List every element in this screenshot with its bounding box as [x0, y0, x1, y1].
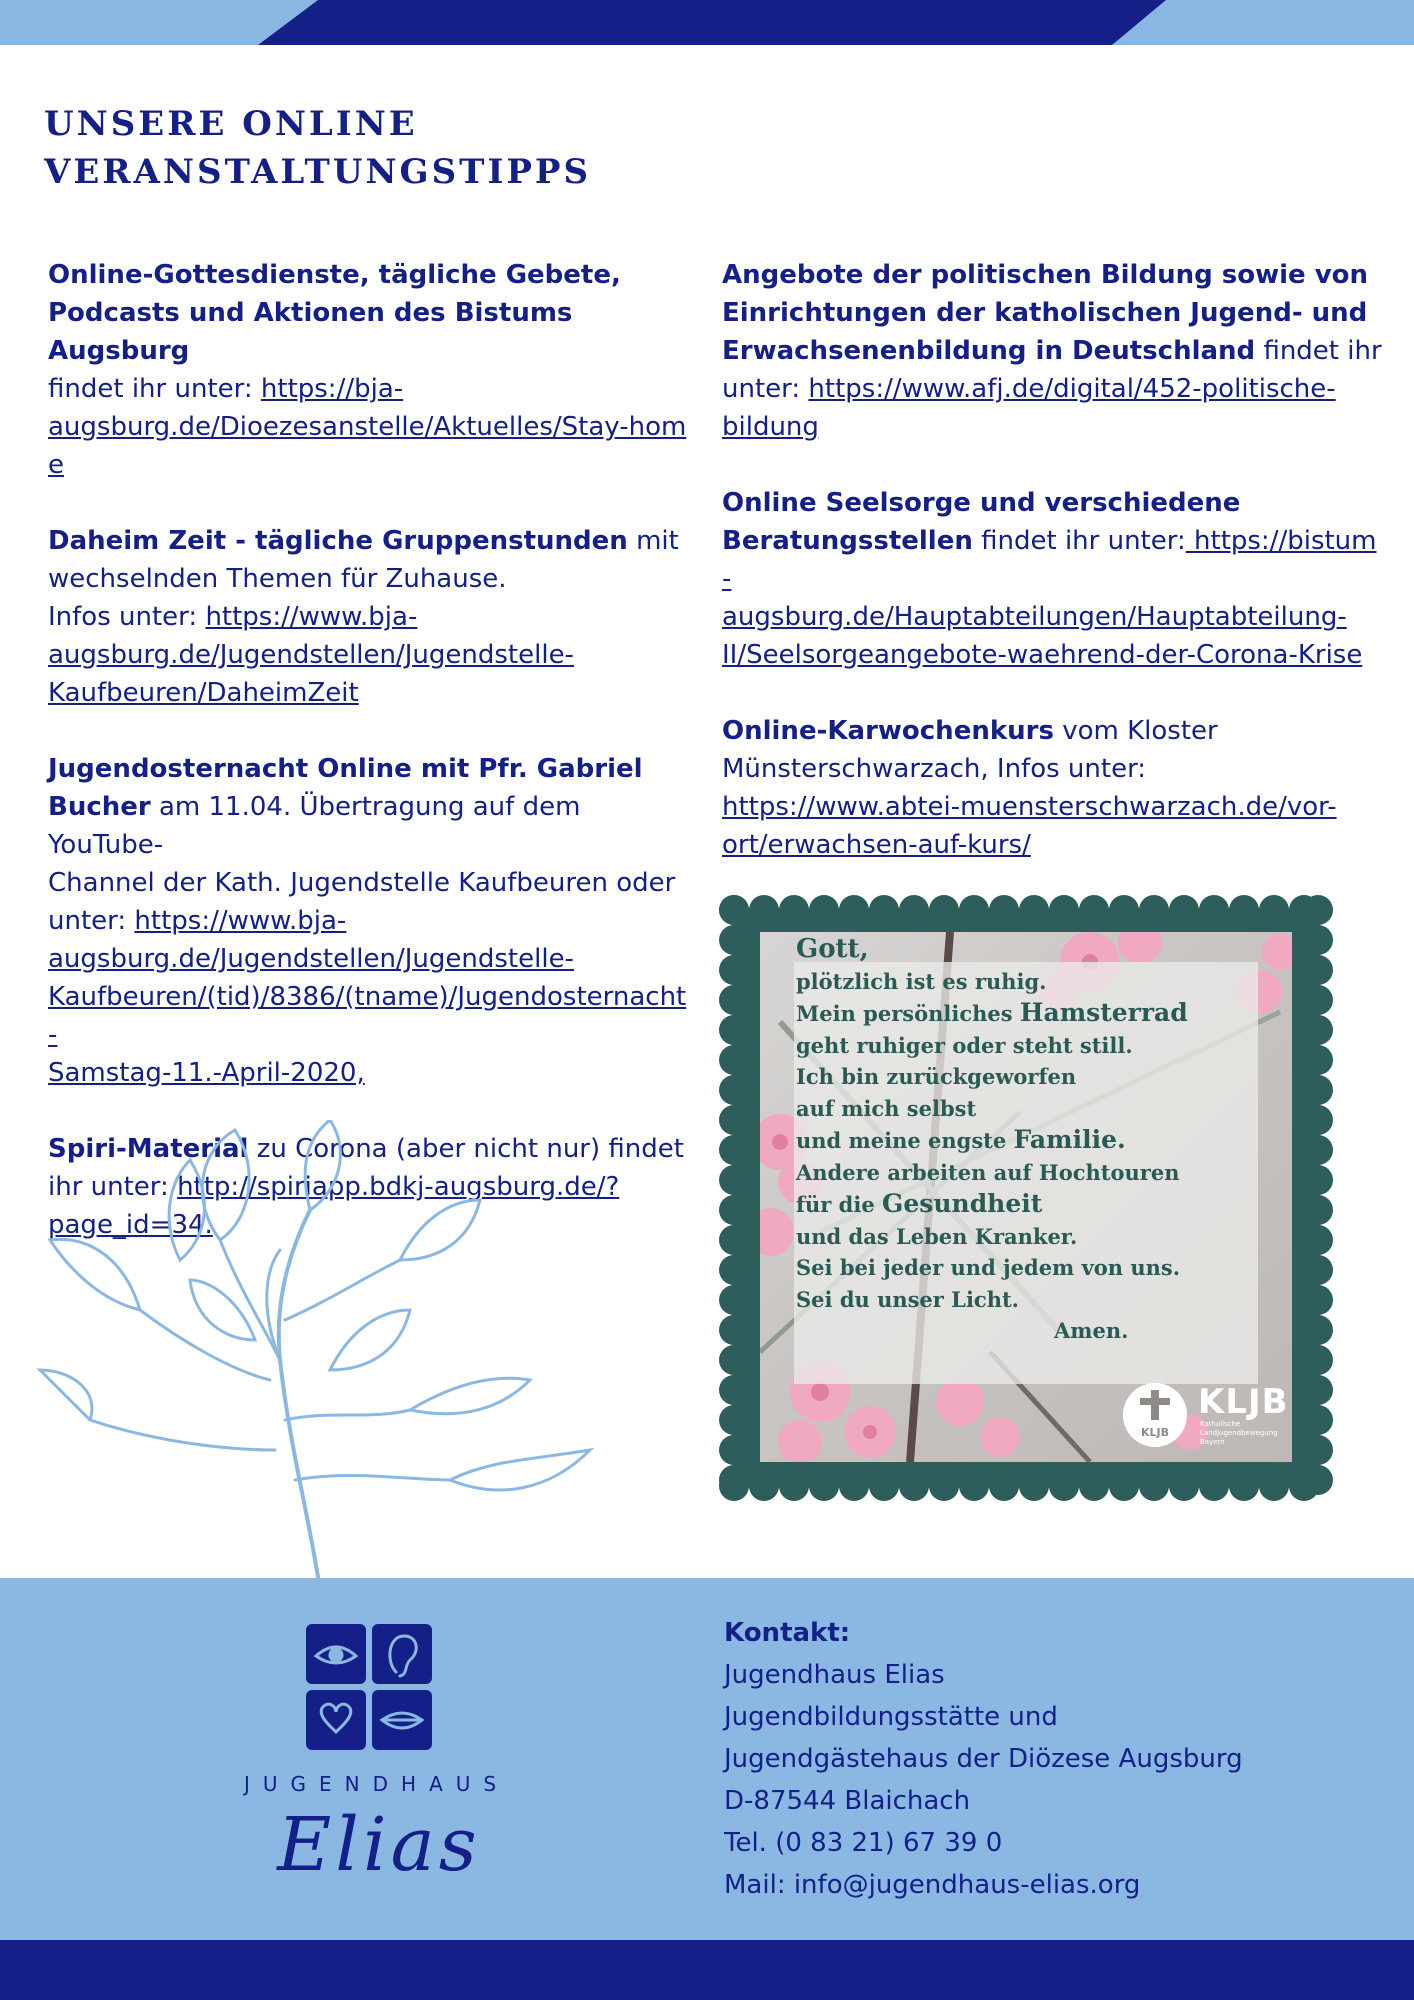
prayer-line: und meine engste: [796, 1128, 1007, 1153]
frame-scallop: [719, 955, 749, 985]
entry-link[interactable]: augsburg.de/Jugendstellen/Jugendstelle-: [48, 944, 574, 974]
frame-scallop: [989, 895, 1019, 925]
right-column: [722, 256, 1382, 902]
frame-scallop: [779, 1471, 809, 1501]
frame-scallop: [899, 895, 929, 925]
frame-scallop: [719, 1375, 749, 1405]
entry-karwochenkurs: [722, 712, 1382, 864]
frame-scallop: [839, 1471, 869, 1501]
entry-politische-bildung: [722, 256, 1382, 446]
frame-scallop: [1303, 925, 1333, 955]
contact-email: Mail: info@jugendhaus-elias.org: [724, 1870, 1141, 1900]
entry-link[interactable]: http://spiriapp.bdkj-augsburg.de/?: [177, 1172, 620, 1202]
frame-scallop: [719, 1165, 749, 1195]
entry-link[interactable]: https://www.abtei-muensterschwarzach.de/vor-: [722, 792, 1337, 822]
contact-line: D-87544 Blaichach: [724, 1786, 971, 1816]
entry-jugendosternacht: [48, 750, 688, 1092]
prayer-highlight: Familie.: [1013, 1125, 1126, 1154]
entry-text: unter:: [722, 374, 801, 404]
frame-scallop: [1303, 1045, 1333, 1075]
entry-link[interactable]: Kaufbeuren/(tid)/8386/(tname)/Jugendosternacht-: [48, 982, 687, 1050]
jugendhaus-elias-logo: [244, 1622, 514, 1912]
entry-heading: Online Seelsorge und verschiedene: [722, 488, 1241, 518]
frame-scallop: [719, 1315, 749, 1345]
frame-scallop: [1303, 1405, 1333, 1435]
frame-scallop: [1079, 1471, 1109, 1501]
entry-text: Münsterschwarzach, Infos unter:: [722, 754, 1147, 784]
prayer-text: [796, 934, 1236, 1347]
kljb-logo: [1120, 1380, 1289, 1450]
entry-heading: Podcasts und Aktionen des Bistums Augsburg: [48, 298, 573, 366]
entry-link[interactable]: augsburg.de/Dioezesanstelle/Aktuelles/Stay-home: [48, 412, 687, 480]
frame-scallop: [1019, 1471, 1049, 1501]
prayer-line: Andere arbeiten auf Hochtouren: [796, 1159, 1180, 1185]
contact-heading: Kontakt:: [724, 1618, 851, 1648]
entry-link[interactable]: https://www.bja-: [205, 602, 418, 632]
frame-scallop: [869, 1471, 899, 1501]
frame-scallop: [719, 985, 749, 1015]
frame-scallop: [959, 895, 989, 925]
frame-scallop: [719, 925, 749, 955]
entry-heading: Beratungsstellen: [722, 526, 973, 556]
entry-link[interactable]: https://bja-: [260, 374, 404, 404]
frame-scallop: [1169, 895, 1199, 925]
frame-scallop: [1199, 895, 1229, 925]
entry-heading: Angebote der politischen Bildung sowie von: [722, 260, 1369, 290]
prayer-line: Ich bin zurückgeworfen: [796, 1064, 1077, 1089]
frame-scallop: [719, 1255, 749, 1285]
frame-scallop: [1303, 1225, 1333, 1255]
entry-text: Channel der Kath. Jugendstelle Kaufbeuren oder: [48, 868, 676, 898]
page-title: [44, 100, 744, 196]
contact-line: Jugendgästehaus der Diözese Augsburg: [724, 1744, 1243, 1774]
contact-phone: Tel. (0 83 21) 67 39 0: [724, 1828, 1003, 1858]
frame-scallop: [1303, 1315, 1333, 1345]
frame-scallop: [1303, 1015, 1333, 1045]
frame-scallop: [839, 895, 869, 925]
frame-scallop: [1049, 1471, 1079, 1501]
frame-scallop: [1109, 1471, 1139, 1501]
frame-scallop: [1303, 1075, 1333, 1105]
frame-scallop: [1303, 955, 1333, 985]
frame-scallop: [1303, 1105, 1333, 1135]
entry-online-seelsorge: [722, 484, 1382, 674]
frame-scallop: [719, 1225, 749, 1255]
frame-scallop: [809, 895, 839, 925]
prayer-card: [718, 894, 1334, 1502]
entry-link[interactable]: page_id=34.: [48, 1210, 213, 1240]
frame-scallop: [929, 1471, 959, 1501]
entry-link[interactable]: augsburg.de/Jugendstellen/Jugendstelle-: [48, 640, 574, 670]
entry-link[interactable]: https://www.bja-: [134, 906, 347, 936]
frame-scallop: [1303, 1465, 1333, 1495]
frame-scallop: [1259, 1471, 1289, 1501]
frame-scallop: [719, 1135, 749, 1165]
frame-scallop: [749, 895, 779, 925]
entry-text: Infos unter:: [48, 602, 198, 632]
kljb-subtitle: Katholische Landjugendbewegung Bayern: [1200, 1420, 1278, 1446]
frame-scallop: [719, 1405, 749, 1435]
frame-scallop: [1303, 1165, 1333, 1195]
frame-scallop: [1229, 895, 1259, 925]
frame-scallop: [1019, 895, 1049, 925]
frame-scallop: [1049, 895, 1079, 925]
contact-line: Jugendhaus Elias: [724, 1660, 945, 1690]
frame-scallop: [719, 1015, 749, 1045]
entry-link[interactable]: Kaufbeuren/DaheimZeit: [48, 678, 359, 708]
frame-scallop: [929, 895, 959, 925]
entry-text: findet ihr: [1263, 336, 1382, 366]
frame-scallop: [1303, 1195, 1333, 1225]
entry-heading: Online-Karwochenkurs: [722, 716, 1054, 746]
entry-heading: Online-Gottesdienste, tägliche Gebete,: [48, 260, 621, 290]
entry-text: findet ihr unter:: [48, 374, 253, 404]
frame-scallop: [719, 1105, 749, 1135]
contact-block: [724, 1612, 1344, 1906]
entry-text: findet ihr unter:: [981, 526, 1186, 556]
frame-scallop: [719, 1465, 749, 1495]
frame-scallop: [1169, 1471, 1199, 1501]
frame-scallop: [1079, 895, 1109, 925]
prayer-line: plötzlich ist es ruhig.: [796, 968, 1047, 994]
prayer-line: und das Leben Kranker.: [796, 1223, 1078, 1249]
entry-link[interactable]: https://www.afj.de/digital/452-politische-: [808, 374, 1336, 404]
entry-heading: Erwachsenenbildung in Deutschland: [722, 336, 1256, 366]
frame-scallop: [1303, 1135, 1333, 1165]
kljb-badge-text: KLJB: [1140, 1426, 1170, 1439]
frame-scallop: [719, 1195, 749, 1225]
kljb-emblem: [1120, 1380, 1190, 1450]
entry-link[interactable]: Samstag-11.-April-2020,: [48, 1058, 365, 1088]
entry-heading: Spiri-Material: [48, 1134, 249, 1164]
entry-online-gottesdienste: [48, 256, 688, 484]
frame-scallop: [719, 1435, 749, 1465]
entry-text: wechselnden Themen für Zuhause.: [48, 564, 507, 594]
entry-link[interactable]: https://bistum-: [722, 526, 1377, 594]
prayer-line: für die: [796, 1192, 875, 1217]
bottom-decorative-band: [0, 1940, 1414, 2000]
leaf-branch-illustration: [30, 1120, 610, 1590]
frame-scallop: [719, 1045, 749, 1075]
frame-scallop: [959, 1471, 989, 1501]
frame-scallop: [1303, 1345, 1333, 1375]
prayer-line: Sei du unser Licht.: [796, 1286, 1019, 1312]
page-title-line-1: UNSERE ONLINE: [44, 104, 418, 144]
frame-scallop: [809, 1471, 839, 1501]
prayer-line: Gott,: [796, 934, 869, 964]
entry-link[interactable]: augsburg.de/Hauptabteilungen/Hauptabteilung-: [722, 602, 1347, 632]
frame-scallop: [719, 1075, 749, 1105]
prayer-amen: Amen.: [1054, 1318, 1129, 1343]
entry-text: mit: [636, 526, 679, 556]
frame-scallop: [899, 1471, 929, 1501]
entry-text: ihr unter:: [48, 1172, 169, 1202]
entry-text: vom Kloster: [1062, 716, 1218, 746]
entry-heading: Einrichtungen der katholischen Jugend- und: [722, 298, 1368, 328]
contact-line: Jugendbildungsstätte und: [724, 1702, 1058, 1732]
frame-scallop: [1303, 1375, 1333, 1405]
frame-scallop: [1199, 1471, 1229, 1501]
entry-link[interactable]: II/Seelsorgeangebote-waehrend-der-Corona-Krise: [722, 640, 1363, 670]
entry-link[interactable]: ort/erwachsen-auf-kurs/: [722, 830, 1031, 860]
frame-scallop: [1139, 895, 1169, 925]
entry-text: unter:: [48, 906, 127, 936]
frame-scallop: [1303, 985, 1333, 1015]
page-title-line-2: VERANSTALTUNGSTIPPS: [44, 152, 592, 192]
logo-senses-icon: [304, 1622, 434, 1752]
kljb-wordmark: KLJB: [1198, 1382, 1289, 1422]
frame-scallop: [719, 1285, 749, 1315]
entry-text: zu Corona (aber nicht nur) findet: [256, 1134, 684, 1164]
prayer-line: geht ruhiger oder steht still.: [796, 1032, 1133, 1058]
frame-scallop: [749, 1471, 779, 1501]
entry-daheim-zeit: [48, 522, 688, 712]
entry-text: am 11.04. Übertragung auf dem YouTube-: [48, 792, 581, 860]
top-decorative-band: [0, 0, 1414, 45]
frame-scallop: [1303, 1255, 1333, 1285]
logo-wordmark: JUGENDHAUS: [244, 1772, 510, 1796]
frame-scallop: [1229, 1471, 1259, 1501]
prayer-highlight: Hamsterrad: [1019, 998, 1188, 1027]
entry-heading: Bucher: [48, 792, 151, 822]
frame-scallop: [1109, 895, 1139, 925]
prayer-highlight: Gesundheit: [882, 1189, 1043, 1218]
frame-scallop: [1303, 1435, 1333, 1465]
frame-scallop: [1139, 1471, 1169, 1501]
footer: [0, 1578, 1414, 1940]
entry-heading: Jugendosternacht Online mit Pfr. Gabriel: [48, 754, 643, 784]
prayer-line: Sei bei jeder und jedem von uns.: [796, 1255, 1181, 1280]
frame-scallop: [779, 895, 809, 925]
prayer-line: Mein persönliches: [796, 1001, 1013, 1026]
entry-heading: Daheim Zeit - tägliche Gruppenstunden: [48, 526, 628, 556]
entry-link[interactable]: bildung: [722, 412, 819, 442]
frame-scallop: [1303, 895, 1333, 925]
logo-script-name: Elias: [277, 1802, 481, 1888]
frame-scallop: [719, 1345, 749, 1375]
frame-scallop: [989, 1471, 1019, 1501]
frame-scallop: [1259, 895, 1289, 925]
prayer-line: auf mich selbst: [796, 1095, 977, 1121]
frame-scallop: [1303, 1285, 1333, 1315]
frame-scallop: [869, 895, 899, 925]
frame-scallop: [719, 895, 749, 925]
